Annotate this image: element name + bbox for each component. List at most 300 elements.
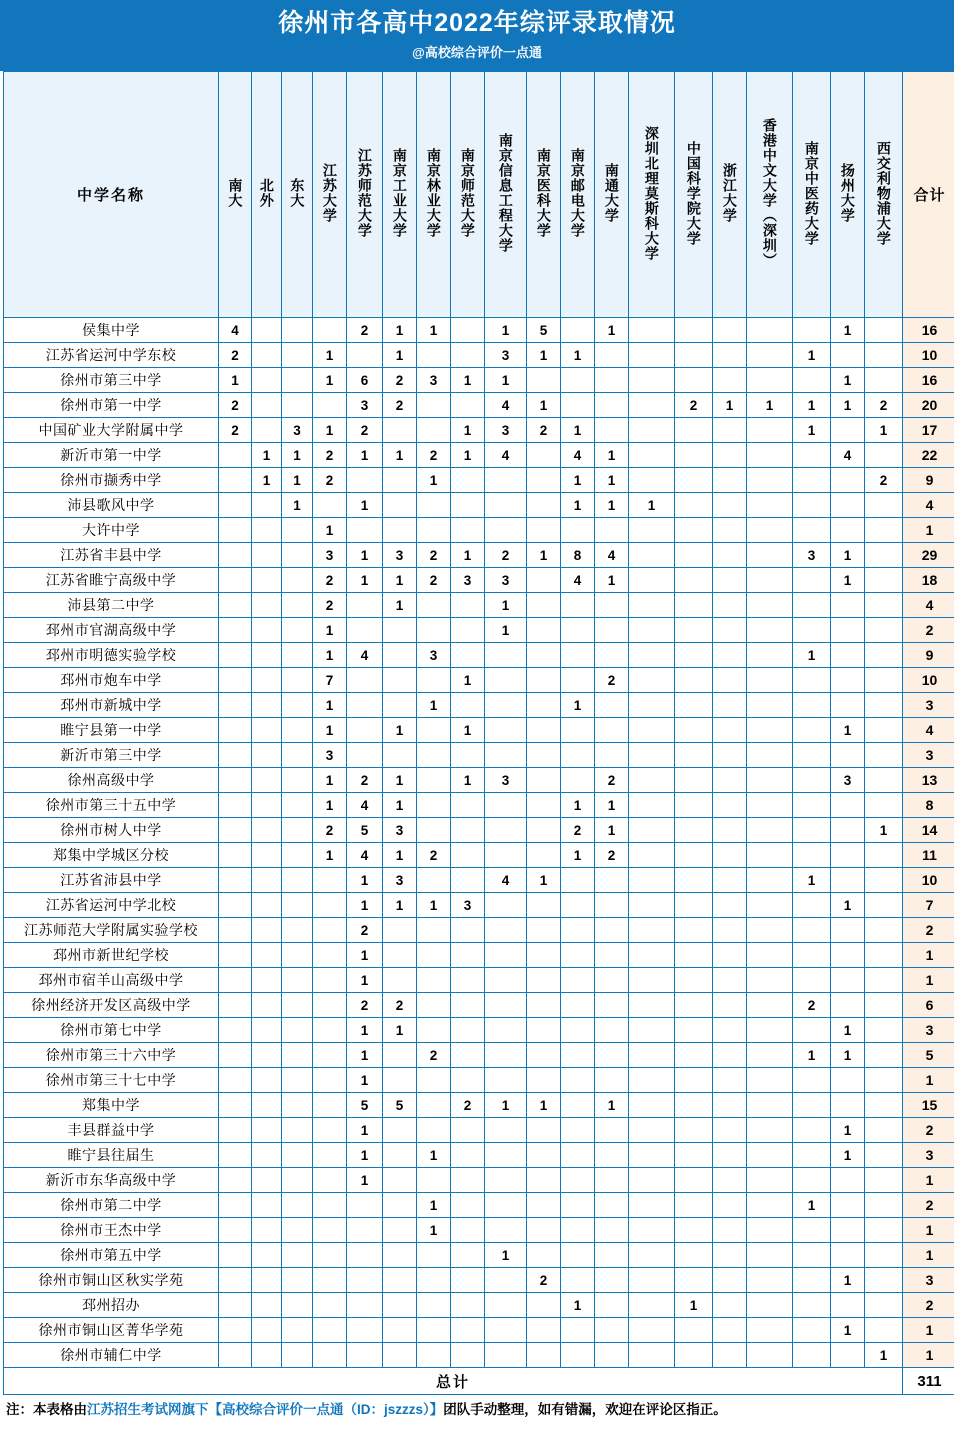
- cell-count: [747, 768, 793, 793]
- cell-row-total: 6: [903, 993, 954, 1018]
- cell-row-total: 14: [903, 818, 954, 843]
- cell-count: [485, 1118, 527, 1143]
- cell-count: 2: [347, 768, 383, 793]
- cell-count: [831, 743, 865, 768]
- cell-count: [595, 968, 629, 993]
- cell-count: [313, 1318, 347, 1343]
- cell-school-name: 徐州市第三中学: [4, 368, 219, 393]
- cell-count: [793, 1268, 831, 1293]
- cell-row-total: 4: [903, 593, 954, 618]
- cell-count: 2: [865, 468, 903, 493]
- cell-count: 3: [383, 868, 417, 893]
- cell-count: [347, 1318, 383, 1343]
- cell-count: [831, 593, 865, 618]
- cell-count: 1: [865, 1343, 903, 1368]
- cell-count: [561, 1168, 595, 1193]
- cell-count: [451, 1218, 485, 1243]
- cell-count: [713, 493, 747, 518]
- cell-count: [865, 518, 903, 543]
- cell-count: 1: [383, 593, 417, 618]
- col-header-university-label: 南京工业大学: [392, 148, 407, 238]
- cell-count: 1: [831, 368, 865, 393]
- cell-count: [713, 1218, 747, 1243]
- cell-count: [252, 618, 282, 643]
- cell-count: [865, 1093, 903, 1118]
- cell-count: [219, 693, 252, 718]
- cell-count: [417, 1268, 451, 1293]
- cell-count: [383, 1293, 417, 1318]
- cell-count: 1: [313, 793, 347, 818]
- cell-count: [219, 818, 252, 843]
- cell-count: [313, 393, 347, 418]
- cell-count: [629, 568, 675, 593]
- cell-count: 1: [417, 468, 451, 493]
- cell-count: 2: [347, 918, 383, 943]
- cell-count: 3: [282, 418, 313, 443]
- table-row: [4, 318, 954, 343]
- cell-count: 5: [527, 318, 561, 343]
- cell-count: [219, 568, 252, 593]
- cell-count: [675, 1068, 713, 1093]
- cell-school-name: 大许中学: [4, 518, 219, 543]
- cell-count: [713, 368, 747, 393]
- cell-count: [865, 1143, 903, 1168]
- cell-count: [347, 1343, 383, 1368]
- cell-count: [485, 668, 527, 693]
- cell-school-name: 徐州市树人中学: [4, 818, 219, 843]
- cell-count: 1: [252, 468, 282, 493]
- cell-count: [485, 1168, 527, 1193]
- cell-school-name: 徐州市第一中学: [4, 393, 219, 418]
- table-row: [4, 768, 954, 793]
- cell-count: [629, 393, 675, 418]
- cell-count: [219, 943, 252, 968]
- col-header-university-label: 南大: [228, 178, 243, 208]
- cell-count: [793, 468, 831, 493]
- cell-count: [595, 1068, 629, 1093]
- cell-count: [793, 1318, 831, 1343]
- cell-count: 1: [347, 968, 383, 993]
- cell-count: 3: [485, 568, 527, 593]
- cell-count: [451, 943, 485, 968]
- cell-count: 3: [451, 568, 485, 593]
- cell-count: [561, 1068, 595, 1093]
- table-row: [4, 1193, 954, 1218]
- cell-count: 2: [347, 993, 383, 1018]
- col-header-university-label: 西交利物浦大学: [876, 141, 891, 246]
- cell-count: [713, 1118, 747, 1143]
- cell-count: 3: [831, 768, 865, 793]
- cell-count: [347, 593, 383, 618]
- page-subtitle: @高校综合评价一点通: [0, 42, 954, 61]
- cell-count: [831, 493, 865, 518]
- cell-count: [282, 993, 313, 1018]
- cell-count: [865, 568, 903, 593]
- cell-school-name: 徐州市第二中学: [4, 1193, 219, 1218]
- cell-count: [713, 918, 747, 943]
- cell-count: [629, 1243, 675, 1268]
- cell-count: [629, 593, 675, 618]
- cell-count: [347, 343, 383, 368]
- admissions-table: [3, 71, 954, 1395]
- cell-count: [793, 443, 831, 468]
- cell-count: [561, 1218, 595, 1243]
- cell-count: [383, 693, 417, 718]
- cell-count: [865, 943, 903, 968]
- cell-count: [527, 1118, 561, 1143]
- cell-count: 1: [347, 1118, 383, 1143]
- cell-count: 1: [793, 1193, 831, 1218]
- cell-count: [561, 943, 595, 968]
- table-head: [4, 72, 954, 318]
- cell-count: [629, 993, 675, 1018]
- cell-count: [629, 768, 675, 793]
- cell-count: [793, 618, 831, 643]
- cell-count: [629, 518, 675, 543]
- cell-count: [595, 943, 629, 968]
- cell-count: [451, 493, 485, 518]
- table-row: [4, 993, 954, 1018]
- cell-count: 1: [561, 793, 595, 818]
- cell-count: 1: [793, 418, 831, 443]
- cell-count: [793, 918, 831, 943]
- cell-count: [561, 393, 595, 418]
- cell-count: [747, 468, 793, 493]
- col-header-university-label: 浙江大学: [722, 163, 737, 223]
- cell-count: [793, 793, 831, 818]
- cell-count: [747, 443, 793, 468]
- cell-count: 1: [451, 418, 485, 443]
- cell-count: 1: [313, 693, 347, 718]
- cell-count: [451, 1168, 485, 1193]
- cell-count: [451, 518, 485, 543]
- cell-count: [383, 668, 417, 693]
- cell-count: [527, 818, 561, 843]
- cell-count: [282, 1218, 313, 1243]
- cell-count: 1: [831, 543, 865, 568]
- cell-count: 1: [313, 768, 347, 793]
- cell-count: [629, 668, 675, 693]
- cell-count: [831, 518, 865, 543]
- cell-count: [713, 768, 747, 793]
- cell-count: [219, 1143, 252, 1168]
- cell-count: [595, 643, 629, 668]
- cell-count: [747, 493, 793, 518]
- col-header-university-label: 南京中医药大学: [804, 141, 819, 246]
- cell-count: [561, 918, 595, 943]
- cell-count: [747, 1018, 793, 1043]
- cell-count: [282, 868, 313, 893]
- cell-row-total: 8: [903, 793, 954, 818]
- col-header-university-label: 南京邮电大学: [570, 148, 585, 238]
- cell-count: [865, 718, 903, 743]
- cell-count: [595, 693, 629, 718]
- cell-count: 1: [282, 493, 313, 518]
- cell-count: [747, 643, 793, 668]
- table-row: [4, 843, 954, 868]
- cell-count: [282, 768, 313, 793]
- cell-count: [347, 743, 383, 768]
- cell-row-total: 2: [903, 1193, 954, 1218]
- cell-count: 1: [831, 1118, 865, 1143]
- cell-count: [747, 1318, 793, 1343]
- cell-count: [383, 943, 417, 968]
- cell-count: [561, 718, 595, 743]
- cell-count: 1: [561, 1293, 595, 1318]
- cell-row-total: 15: [903, 1093, 954, 1118]
- cell-count: [451, 1193, 485, 1218]
- cell-count: [831, 868, 865, 893]
- cell-school-name: 江苏师范大学附属实验学校: [4, 918, 219, 943]
- cell-count: [865, 1218, 903, 1243]
- cell-count: [383, 743, 417, 768]
- cell-count: [219, 668, 252, 693]
- cell-count: 2: [313, 568, 347, 593]
- cell-count: 1: [561, 493, 595, 518]
- cell-count: [747, 943, 793, 968]
- cell-count: 1: [347, 1143, 383, 1168]
- cell-count: [282, 793, 313, 818]
- cell-count: [347, 1193, 383, 1218]
- cell-count: [383, 1068, 417, 1093]
- cell-count: [219, 1093, 252, 1118]
- cell-count: [831, 618, 865, 643]
- cell-count: 2: [219, 418, 252, 443]
- cell-count: [865, 493, 903, 518]
- cell-count: [485, 968, 527, 993]
- cell-count: [713, 993, 747, 1018]
- cell-count: [747, 418, 793, 443]
- cell-row-total: 1: [903, 1243, 954, 1268]
- cell-count: 1: [347, 868, 383, 893]
- cell-count: [417, 493, 451, 518]
- cell-row-total: 3: [903, 1018, 954, 1043]
- cell-count: [282, 1018, 313, 1043]
- cell-count: [252, 318, 282, 343]
- footnote-highlight: 江苏招生考试网旗下【高校综合评价一点通（ID：jszzzs）】: [87, 1402, 443, 1417]
- cell-count: [417, 593, 451, 618]
- table-row: [4, 1268, 954, 1293]
- col-header-university: [527, 72, 561, 318]
- cell-count: [831, 1218, 865, 1243]
- cell-count: 1: [527, 1093, 561, 1118]
- cell-count: [485, 818, 527, 843]
- cell-count: 2: [527, 1268, 561, 1293]
- cell-count: [383, 1243, 417, 1268]
- cell-count: 2: [219, 343, 252, 368]
- cell-count: [527, 1218, 561, 1243]
- cell-count: 1: [485, 1093, 527, 1118]
- cell-count: 1: [451, 718, 485, 743]
- cell-count: [252, 868, 282, 893]
- cell-count: [417, 1318, 451, 1343]
- cell-school-name: 徐州高级中学: [4, 768, 219, 793]
- cell-count: [527, 568, 561, 593]
- cell-school-name: 郑集中学: [4, 1093, 219, 1118]
- cell-count: [252, 1143, 282, 1168]
- cell-count: [485, 1068, 527, 1093]
- cell-count: [347, 618, 383, 643]
- cell-count: [713, 518, 747, 543]
- cell-count: 1: [831, 1268, 865, 1293]
- cell-count: 1: [561, 468, 595, 493]
- table-row: [4, 1068, 954, 1093]
- cell-count: [313, 968, 347, 993]
- table-summary-row: [4, 1368, 954, 1395]
- col-header-university-label: 扬州大学: [840, 163, 855, 223]
- col-header-school-name: 中学名称: [4, 72, 219, 318]
- cell-count: [629, 1093, 675, 1118]
- cell-school-name: 丰县群益中学: [4, 1118, 219, 1143]
- cell-count: [675, 318, 713, 343]
- cell-school-name: 江苏省运河中学东校: [4, 343, 219, 368]
- cell-count: [675, 993, 713, 1018]
- cell-school-name: 邳州市明德实验学校: [4, 643, 219, 668]
- cell-count: [793, 718, 831, 743]
- cell-count: 4: [485, 393, 527, 418]
- cell-count: [595, 893, 629, 918]
- cell-count: [417, 1293, 451, 1318]
- cell-count: [451, 1318, 485, 1343]
- cell-count: 1: [383, 568, 417, 593]
- cell-count: [347, 1218, 383, 1243]
- cell-count: [383, 618, 417, 643]
- table-row: [4, 1093, 954, 1118]
- cell-count: 1: [793, 393, 831, 418]
- table-row: [4, 1243, 954, 1268]
- cell-count: [347, 1243, 383, 1268]
- cell-count: [675, 343, 713, 368]
- cell-count: [713, 568, 747, 593]
- cell-count: [485, 1268, 527, 1293]
- cell-count: [252, 1118, 282, 1143]
- cell-count: [282, 618, 313, 643]
- cell-count: [865, 643, 903, 668]
- cell-count: 2: [313, 468, 347, 493]
- cell-count: 4: [347, 643, 383, 668]
- cell-count: [485, 1218, 527, 1243]
- table-row: [4, 1168, 954, 1193]
- cell-count: 2: [417, 568, 451, 593]
- cell-count: 1: [793, 643, 831, 668]
- table-row: [4, 668, 954, 693]
- cell-count: [675, 1268, 713, 1293]
- cell-count: [252, 543, 282, 568]
- cell-count: [252, 943, 282, 968]
- cell-count: 1: [313, 718, 347, 743]
- cell-count: [282, 1043, 313, 1068]
- cell-count: [629, 693, 675, 718]
- cell-count: [252, 493, 282, 518]
- cell-count: [252, 843, 282, 868]
- cell-count: [831, 468, 865, 493]
- col-header-university: [793, 72, 831, 318]
- cell-row-total: 29: [903, 543, 954, 568]
- cell-count: [219, 1168, 252, 1193]
- cell-count: [282, 318, 313, 343]
- cell-count: 2: [561, 818, 595, 843]
- cell-count: [451, 643, 485, 668]
- cell-count: 6: [347, 368, 383, 393]
- cell-count: [383, 418, 417, 443]
- cell-count: [451, 1018, 485, 1043]
- cell-row-total: 1: [903, 1068, 954, 1093]
- cell-count: [282, 818, 313, 843]
- cell-count: [675, 1318, 713, 1343]
- cell-count: [831, 693, 865, 718]
- cell-count: [675, 918, 713, 943]
- cell-count: 1: [347, 1043, 383, 1068]
- cell-count: [793, 1068, 831, 1093]
- cell-count: [747, 1168, 793, 1193]
- cell-count: 1: [451, 768, 485, 793]
- cell-count: [451, 1293, 485, 1318]
- cell-count: [747, 1043, 793, 1068]
- cell-count: [451, 318, 485, 343]
- cell-count: [713, 1018, 747, 1043]
- cell-count: [561, 1043, 595, 1068]
- cell-count: [713, 643, 747, 668]
- cell-row-total: 1: [903, 1168, 954, 1193]
- cell-count: [675, 1243, 713, 1268]
- col-header-university: [675, 72, 713, 318]
- cell-count: [252, 1243, 282, 1268]
- cell-row-total: 1: [903, 518, 954, 543]
- cell-count: [747, 543, 793, 568]
- cell-count: [347, 693, 383, 718]
- cell-count: 1: [347, 1068, 383, 1093]
- cell-count: [252, 593, 282, 618]
- cell-count: [713, 1093, 747, 1118]
- cell-count: [282, 968, 313, 993]
- cell-count: [313, 893, 347, 918]
- col-header-university: [865, 72, 903, 318]
- cell-count: [629, 793, 675, 818]
- cell-count: [675, 1218, 713, 1243]
- cell-count: 4: [831, 443, 865, 468]
- cell-count: [629, 743, 675, 768]
- cell-count: [675, 943, 713, 968]
- cell-count: 1: [831, 393, 865, 418]
- cell-count: 3: [347, 393, 383, 418]
- cell-count: [793, 818, 831, 843]
- cell-school-name: 徐州市第三十五中学: [4, 793, 219, 818]
- cell-count: [527, 1143, 561, 1168]
- cell-count: [713, 618, 747, 643]
- cell-count: [219, 1318, 252, 1343]
- cell-count: [451, 1043, 485, 1068]
- cell-count: 1: [383, 1018, 417, 1043]
- table-row: [4, 1343, 954, 1368]
- cell-row-total: 10: [903, 868, 954, 893]
- cell-count: [629, 1218, 675, 1243]
- cell-count: [629, 1268, 675, 1293]
- cell-count: [485, 843, 527, 868]
- cell-count: [383, 518, 417, 543]
- col-header-university-label: 南京医科大学: [536, 148, 551, 238]
- cell-count: [713, 1068, 747, 1093]
- cell-count: [252, 743, 282, 768]
- cell-count: 5: [383, 1093, 417, 1118]
- cell-count: [793, 668, 831, 693]
- cell-count: [527, 768, 561, 793]
- cell-count: 4: [347, 793, 383, 818]
- cell-count: [713, 1193, 747, 1218]
- cell-count: [417, 968, 451, 993]
- cell-count: [713, 1243, 747, 1268]
- cell-count: [282, 843, 313, 868]
- cell-count: [675, 1143, 713, 1168]
